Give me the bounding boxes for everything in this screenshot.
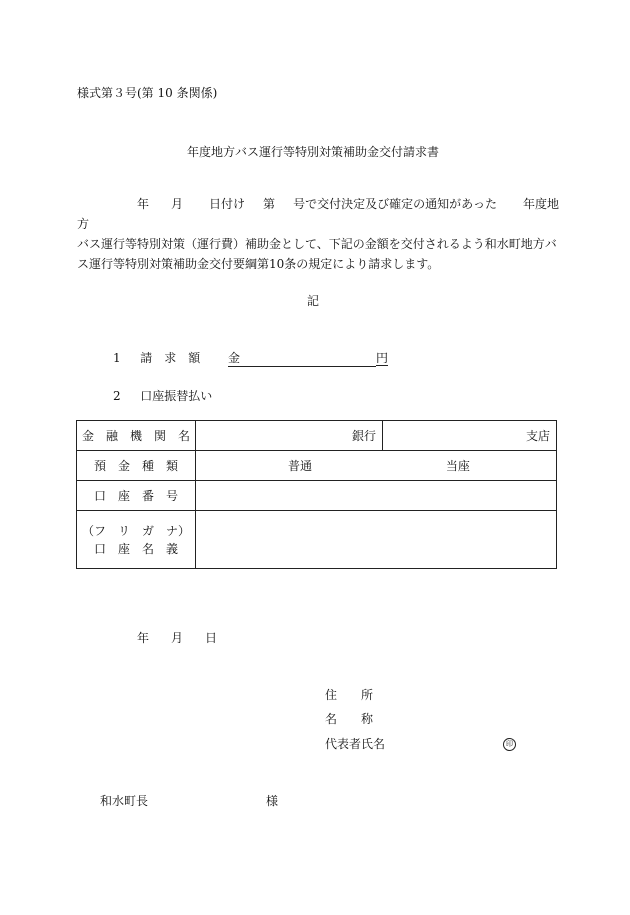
label-furigana: （フ リ ガ ナ） <box>81 523 190 538</box>
body-line-1 <box>77 194 567 234</box>
item2-number: 2 <box>113 389 121 403</box>
bank-name-field[interactable] <box>196 421 383 451</box>
table-row-account-number <box>77 481 557 511</box>
body-year: 年 <box>137 197 150 211</box>
item1-row <box>113 349 388 367</box>
item1-number: 1 <box>113 351 121 365</box>
body-date-suffix: 日付け <box>209 197 246 211</box>
body-fy-text: 年度地方 <box>77 197 559 231</box>
branch-suffix: 支店 <box>525 429 550 443</box>
body-paragraph <box>77 194 567 274</box>
item2-row <box>113 387 212 404</box>
label-bank-name: 金 融 機 関 名 <box>77 421 196 451</box>
table-row-bank <box>77 421 557 451</box>
body-line-2: バス運行等特別対策（運行費）補助金として、下記の金額を交付されるよう和水町地方バ <box>77 237 557 251</box>
seal-mark <box>503 735 516 751</box>
body-month: 月 <box>171 197 184 211</box>
applicant-address-label: 住 所 <box>325 688 374 702</box>
deposit-option-regular[interactable]: 普通 <box>288 459 313 473</box>
label-deposit-type: 預 金 種 類 <box>77 451 196 481</box>
label-account-holder <box>77 511 196 569</box>
account-holder-field[interactable] <box>196 511 557 569</box>
body-dai: 第 <box>263 197 276 211</box>
item1-label: 請 求 額 <box>140 351 201 365</box>
deposit-option-current[interactable]: 当座 <box>445 459 470 473</box>
table-row-account-holder <box>77 511 557 569</box>
date-day: 日 <box>205 631 218 645</box>
date-month: 月 <box>171 631 184 645</box>
item2-label: 口座振替払い <box>140 389 213 403</box>
account-number-field[interactable] <box>196 481 557 511</box>
ki-heading: 記 <box>307 294 320 308</box>
deposit-type-field[interactable] <box>196 451 557 481</box>
body-go-text: 号で交付決定及び確定の通知があった <box>293 197 497 211</box>
form-number: 様式第３号(第 10 条関係) <box>77 86 218 100</box>
seal-icon: 印 <box>503 738 516 751</box>
addressee-sama: 様 <box>266 794 279 808</box>
applicant-rep-label: 代表者氏名 <box>325 737 386 751</box>
account-table <box>76 420 557 569</box>
page-title: 年度地方バス運行等特別対策補助金交付請求書 <box>187 145 440 159</box>
label-account-holder-text: 口 座 名 義 <box>93 541 178 556</box>
item1-kin: 金 <box>227 351 240 365</box>
applicant-name-label: 名 称 <box>325 712 374 726</box>
addressee-to: 和水町長 <box>100 794 149 808</box>
date-line <box>137 629 217 646</box>
date-year: 年 <box>137 631 150 645</box>
body-line-3: ス運行等特別対策補助金交付要綱第10条の規定により請求します。 <box>77 257 440 271</box>
branch-name-field[interactable] <box>383 421 557 451</box>
bank-suffix: 銀行 <box>351 429 376 443</box>
table-row-deposit-type <box>77 451 557 481</box>
label-account-number: 口 座 番 号 <box>77 481 196 511</box>
amount-field[interactable] <box>228 349 376 367</box>
item1-yen: 円 <box>375 351 388 365</box>
